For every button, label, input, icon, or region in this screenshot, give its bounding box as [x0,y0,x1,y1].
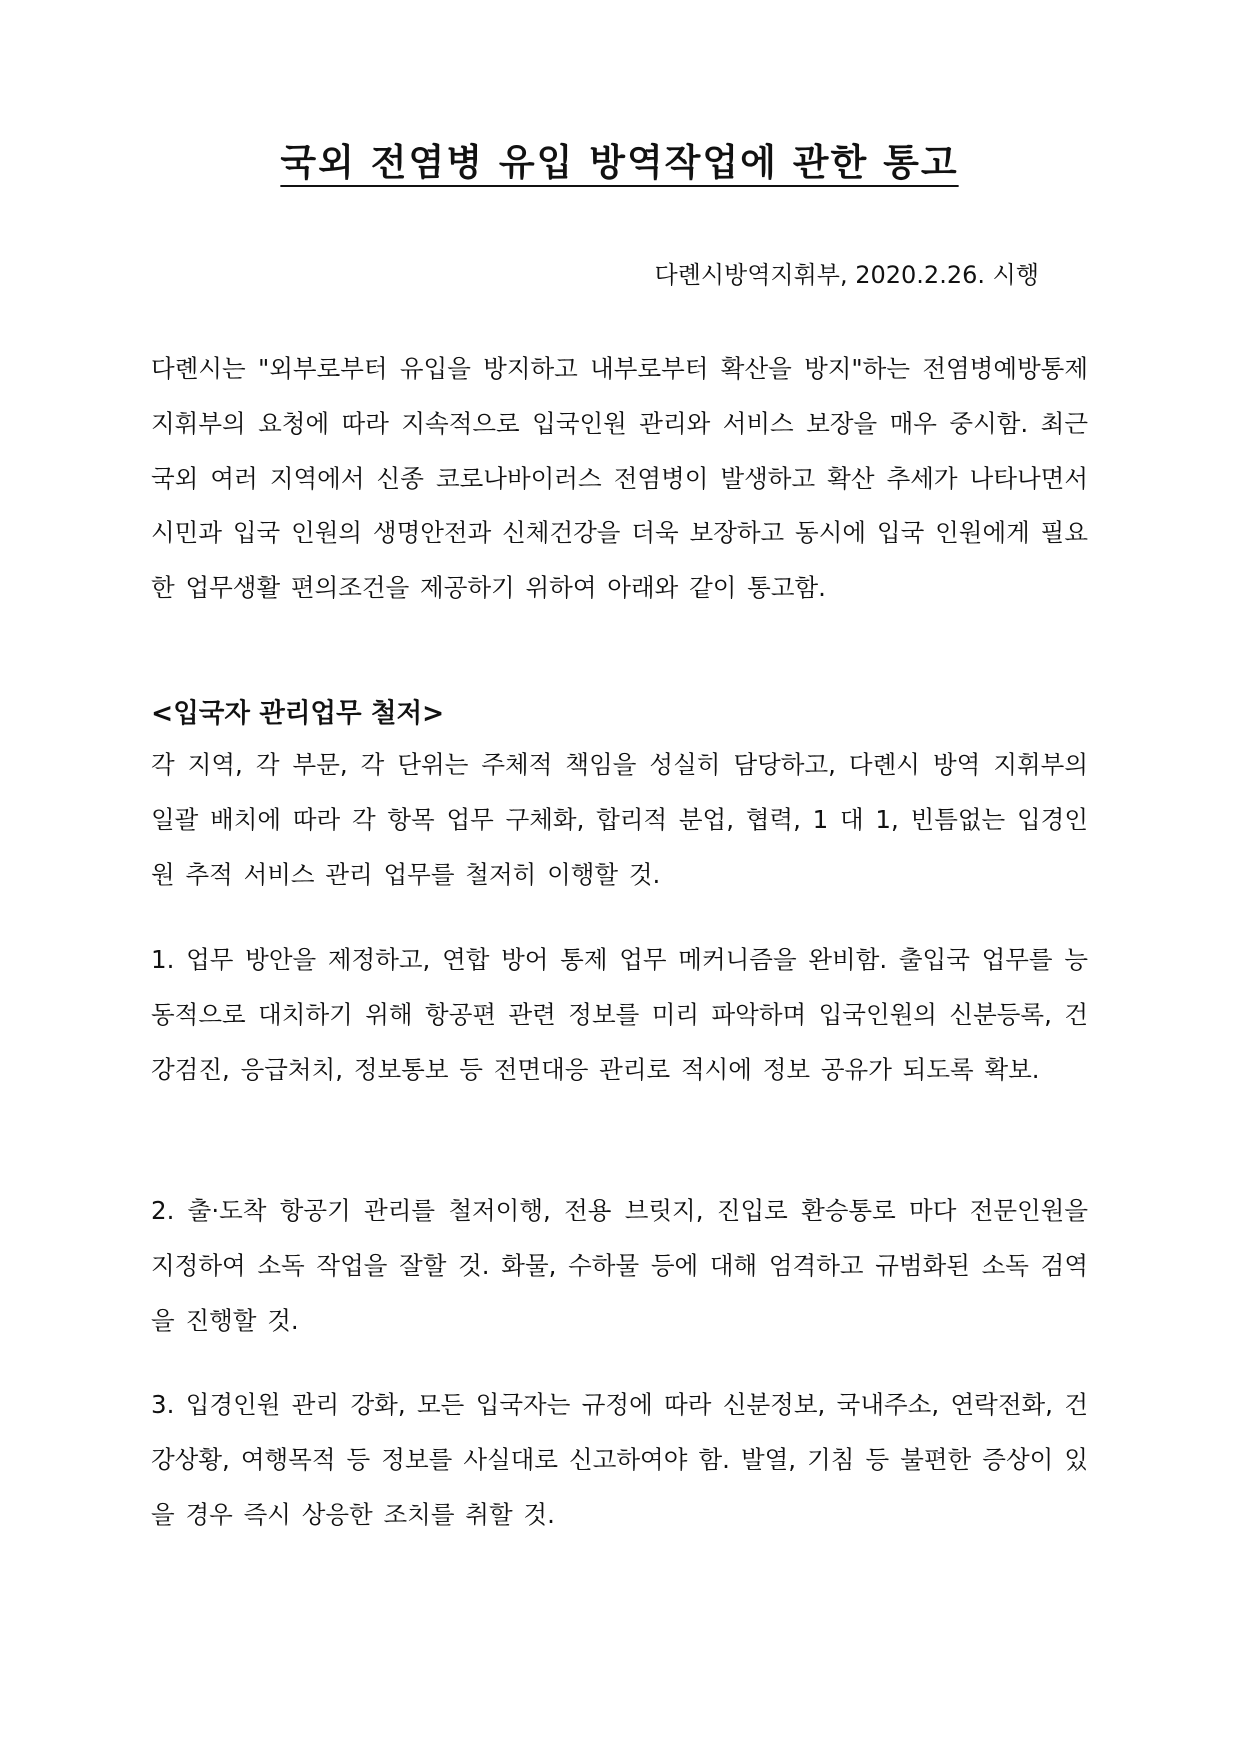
intro-paragraph: 다롄시는 "외부로부터 유입을 방지하고 내부로부터 확산을 방지"하는 전염병예방통제지휘부의 요청에 따라 지속적으로 입국인원 관리와 서비스 보장을 매우 중시함. 최근 국외 여러 지역에서 신종 코로나바이러스 전염병이 발생하고 확산 추세가 나타나면서 시민과 입국 인원의 생명안전과 신체건강을 더욱 보장하고 동시에 입국 인원에게 필요한 업무생활 편의조건을 제공하기 위하여 아래와 같이 통고함. [151,354,1088,603]
list-item-3: 3. 입경인원 관리 강화, 모든 입국자는 규정에 따라 신분정보, 국내주소, 연락전화, 건강상황, 여행목적 등 정보를 사실대로 신고하여야 함. 발열, 기침 등 불편한 증상이 있을 경우 즉시 상응한 조치를 취할 것. [151,1390,1088,1529]
issuer-line: 다롄시방역지휘부, 2020.2.26. 시행 [654,261,1039,289]
document-title-text: 국외 전염병 유입 방역작업에 관한 통고 [280,141,959,184]
section-heading: <입국자 관리업무 철저> [151,698,445,729]
list-item-1: 1. 업무 방안을 제정하고, 연합 방어 통제 업무 메커니즘을 완비함. 출입국 업무를 능동적으로 대치하기 위해 항공편 관련 정보를 미리 파악하며 입국인원의 신분등록, 건강검진, 응급처치, 정보통보 등 전면대응 관리로 적시에 정보 공유가 되도록 확보. [151,945,1088,1084]
document-title [0,138,1239,188]
section-intro-paragraph: 각 지역, 각 부문, 각 단위는 주체적 책임을 성실히 담당하고, 다롄시 방역 지휘부의 일괄 배치에 따라 각 항목 업무 구체화, 합리적 분업, 협력, 1 대 1, 빈틈없는 입경인원 추적 서비스 관리 업무를 철저히 이행할 것. [151,750,1088,889]
list-item-2: 2. 출·도착 항공기 관리를 철저이행, 전용 브릿지, 진입로 환승통로 마다 전문인원을 지정하여 소독 작업을 잘할 것. 화물, 수하물 등에 대해 엄격하고 규범화된 소독 검역을 진행할 것. [151,1196,1088,1335]
